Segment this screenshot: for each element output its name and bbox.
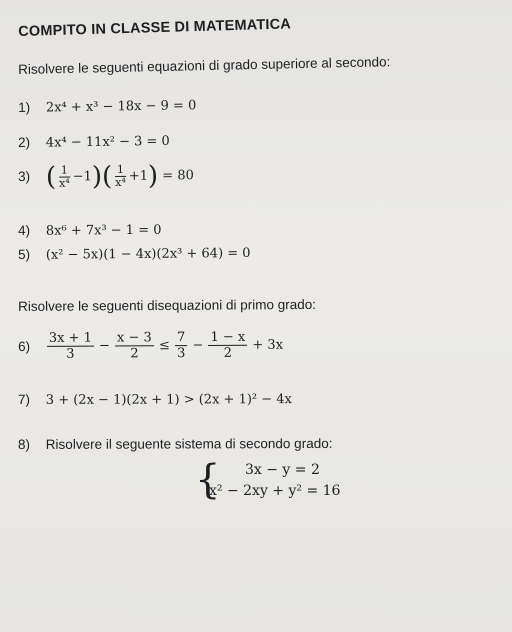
system-equation-1: 3x − y = 2 <box>245 462 320 478</box>
section1-prompt: Risolvere le seguenti equazioni di grado superiore al secondo: <box>18 54 391 77</box>
system-equation-2: x² − 2xy + y² = 16 <box>209 483 341 499</box>
section2-prompt: Risolvere le seguenti disequazioni di primo grado: <box>18 296 317 314</box>
exercise-number: 1) <box>18 99 31 115</box>
fraction: $\frac{7}{3}$ <box>176 330 186 362</box>
equation: (x² − 5x)(1 − 4x)(2x³ + 64) = 0 <box>45 245 251 263</box>
equation: 2x⁴ + x³ − 18x − 9 = 0 <box>45 98 197 116</box>
exercise-number: 5) <box>18 246 31 262</box>
rhs: = 80 <box>162 167 194 183</box>
exercise-number: 2) <box>18 134 31 150</box>
fraction: $\frac{3x + 1}{3}$ <box>47 331 94 362</box>
page-title: COMPITO IN CLASSE DI MATEMATICA <box>18 16 292 40</box>
exercise-5 <box>18 245 251 263</box>
exercise-number: 7) <box>18 391 31 407</box>
fraction: $\frac{1}{\text{x⁴}}$ <box>115 162 126 189</box>
fraction: $\frac{x - 3}{2}$ <box>115 330 154 361</box>
exercise-number: 4) <box>18 222 31 238</box>
exercise-1 <box>18 97 196 116</box>
open-paren: ( <box>101 161 113 192</box>
fraction: $\frac{1 - x}{2}$ <box>208 330 247 361</box>
exercise-8 <box>18 436 332 452</box>
fraction: $\frac{1}{\text{x⁴}}$ <box>59 162 70 190</box>
inequality: 3 + (2x − 1)(2x + 1) > (2x + 1)² − 4x <box>45 392 292 408</box>
exercise-7 <box>18 391 292 408</box>
exercise-4 <box>18 222 162 239</box>
close-paren: ) <box>147 160 159 191</box>
exercise-3: 3) ( $\frac{1}{\text{x⁴}}$ −1)( $\frac{1}{\text{x⁴}}$ +1) = 80 <box>18 160 194 192</box>
exercise-2 <box>18 133 170 151</box>
section3-prompt: Risolvere il seguente sistema di secondo grado: <box>45 435 333 452</box>
exercise-number: 3) <box>18 169 31 185</box>
exercise-number: 8) <box>18 436 31 452</box>
exercise-number: 6) <box>18 338 31 354</box>
equation: 4x⁴ − 11x² − 3 = 0 <box>45 133 170 151</box>
exercise-6: 6) $\frac{3x + 1}{3}$ − $\frac{x - 3}{2}$ ≤ $\frac{7}{3}$ − $\frac{1 - x}{2}$ + 3x <box>18 329 284 362</box>
open-paren: ( <box>45 161 57 192</box>
system-brace: { <box>195 457 221 503</box>
equation: 8x⁶ + 7x³ − 1 = 0 <box>45 222 162 239</box>
close-paren: ) <box>91 161 103 192</box>
